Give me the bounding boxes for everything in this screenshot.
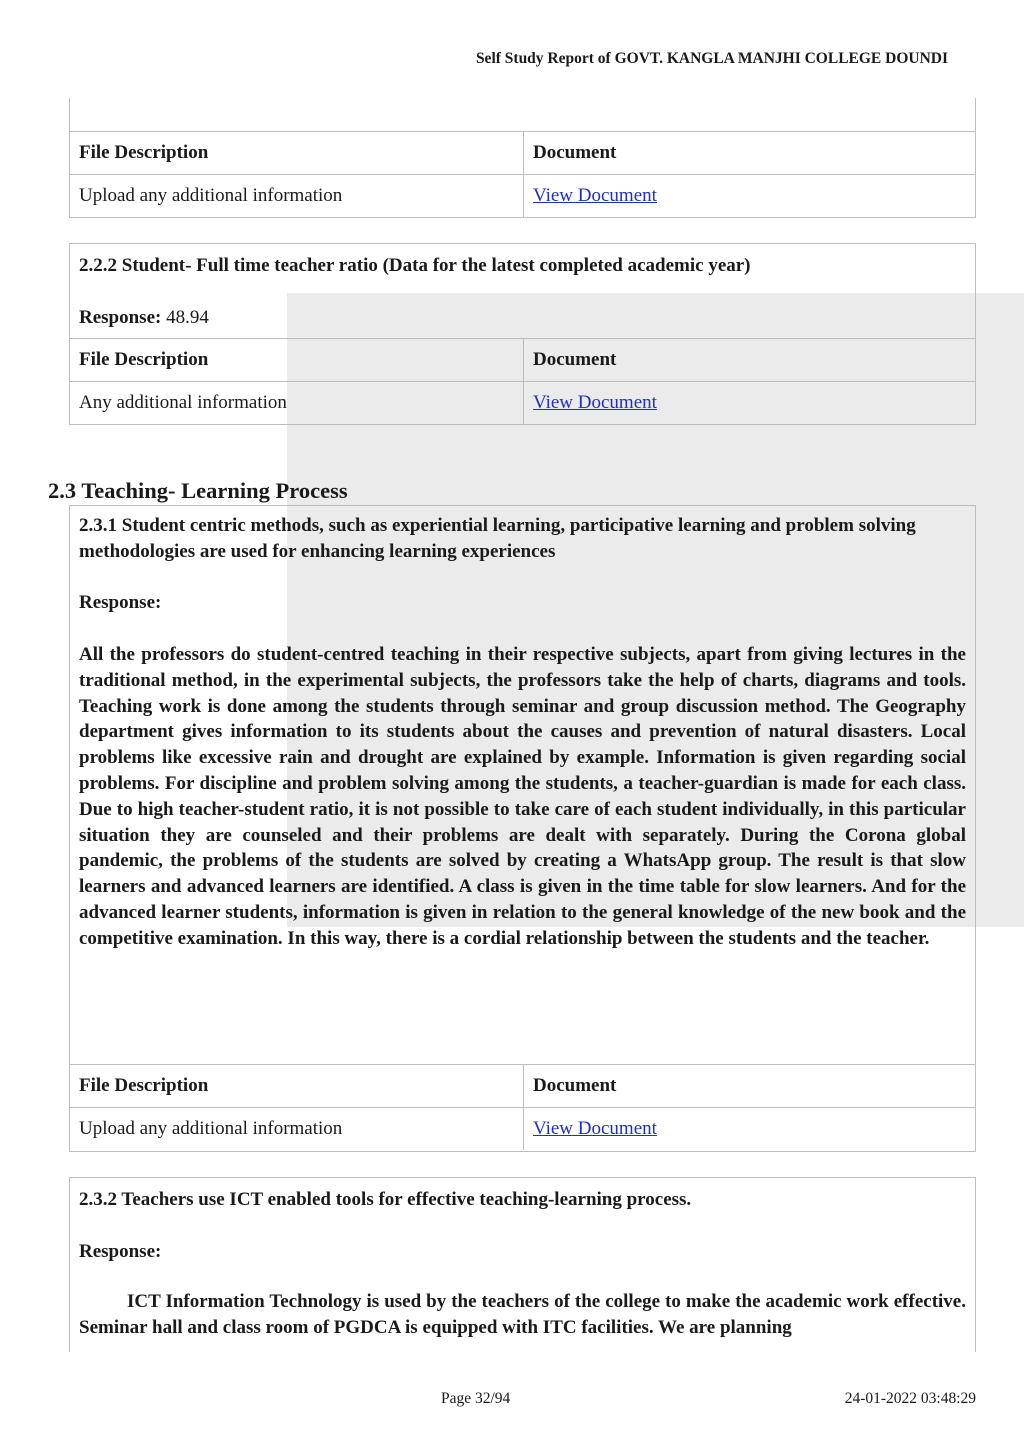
metric-2-3-1 <box>69 505 976 1152</box>
document-header: Document <box>523 132 975 174</box>
document-header: Document <box>523 339 975 381</box>
document-header: Document <box>523 1065 975 1107</box>
file-table-row <box>70 174 975 217</box>
metric-2-3-2 <box>69 1177 976 1352</box>
file-description: Upload any additional information <box>79 1118 343 1139</box>
view-document-link[interactable]: View Document <box>533 1118 657 1139</box>
page-number: Page 32/94 <box>441 1390 511 1407</box>
file-description-header: File Description <box>79 349 209 370</box>
view-document-link[interactable]: View Document <box>533 392 657 413</box>
response-value: 48.94 <box>166 307 209 328</box>
metric-question: 2.3.2 Teachers use ICT enabled tools for effective teaching-learning process. <box>79 1189 692 1210</box>
response-line <box>70 300 975 338</box>
file-description-header: File Description <box>79 142 209 163</box>
page-header: Self Study Report of GOVT. KANGLA MANJHI COLLEGE DOUNDI <box>475 50 948 67</box>
file-table-header <box>70 131 975 174</box>
response-answer: All the professors do student-centred teaching in their respective subjects, apart from giving lectures in the traditional method, in the experimental subjects, the professors take the help of charts, diagrams and tools. Teaching work is done among the students through seminar and group discussion method. The Geography department gives information to its students about the causes and prevention of natural disasters. Local problems like excessive rain and drought are explained by example. Information is given regarding social problems. For discipline and problem solving among the students, a teacher-guardian is made for each class. Due to high teacher-student ratio, it is not possible to take care of each student individually, in this particular situation they are counseled and their problems are dealt with separately. During the Corona global pandemic, the problems of the students are solved by creating a WhatsApp group. The result is that slow learners and advanced learners are identified. A class is given in the time table for slow learners. And for the advanced learner students, information is given in relation to the general knowledge of the new book and the competitive examination. In this way, there is a cordial relationship between the students and the teacher. <box>79 644 966 949</box>
response-answer: ICT Information Technology is used by the teachers of the college to make the academic work effective. Seminar hall and class room of PGDCA is equipped with ITC facilities. We are planning <box>79 1291 966 1338</box>
file-table-header <box>70 1064 975 1107</box>
timestamp: 24-01-2022 03:48:29 <box>844 1390 976 1407</box>
response-label: Response: <box>79 307 162 328</box>
file-table-row <box>70 381 975 424</box>
file-description: Any additional information <box>79 392 287 413</box>
metric-2-2-2 <box>69 243 976 425</box>
response-label: Response: <box>79 1241 162 1262</box>
metric-question: 2.3.1 Student centric methods, such as experiential learning, participative learning and problem solving methodologies are used for enhancing learning experiences <box>79 515 916 562</box>
file-table-row <box>70 1107 975 1150</box>
file-description-header: File Description <box>79 1075 209 1096</box>
section-title: 2.3 Teaching- Learning Process <box>48 478 348 503</box>
response-label: Response: <box>79 592 162 613</box>
view-document-link[interactable]: View Document <box>533 185 657 206</box>
metric-question: 2.2.2 Student- Full time teacher ratio (Data for the latest completed academic year) <box>79 255 751 276</box>
prev-metric-box <box>69 98 976 218</box>
file-description: Upload any additional information <box>79 185 343 206</box>
file-table-header <box>70 338 975 381</box>
